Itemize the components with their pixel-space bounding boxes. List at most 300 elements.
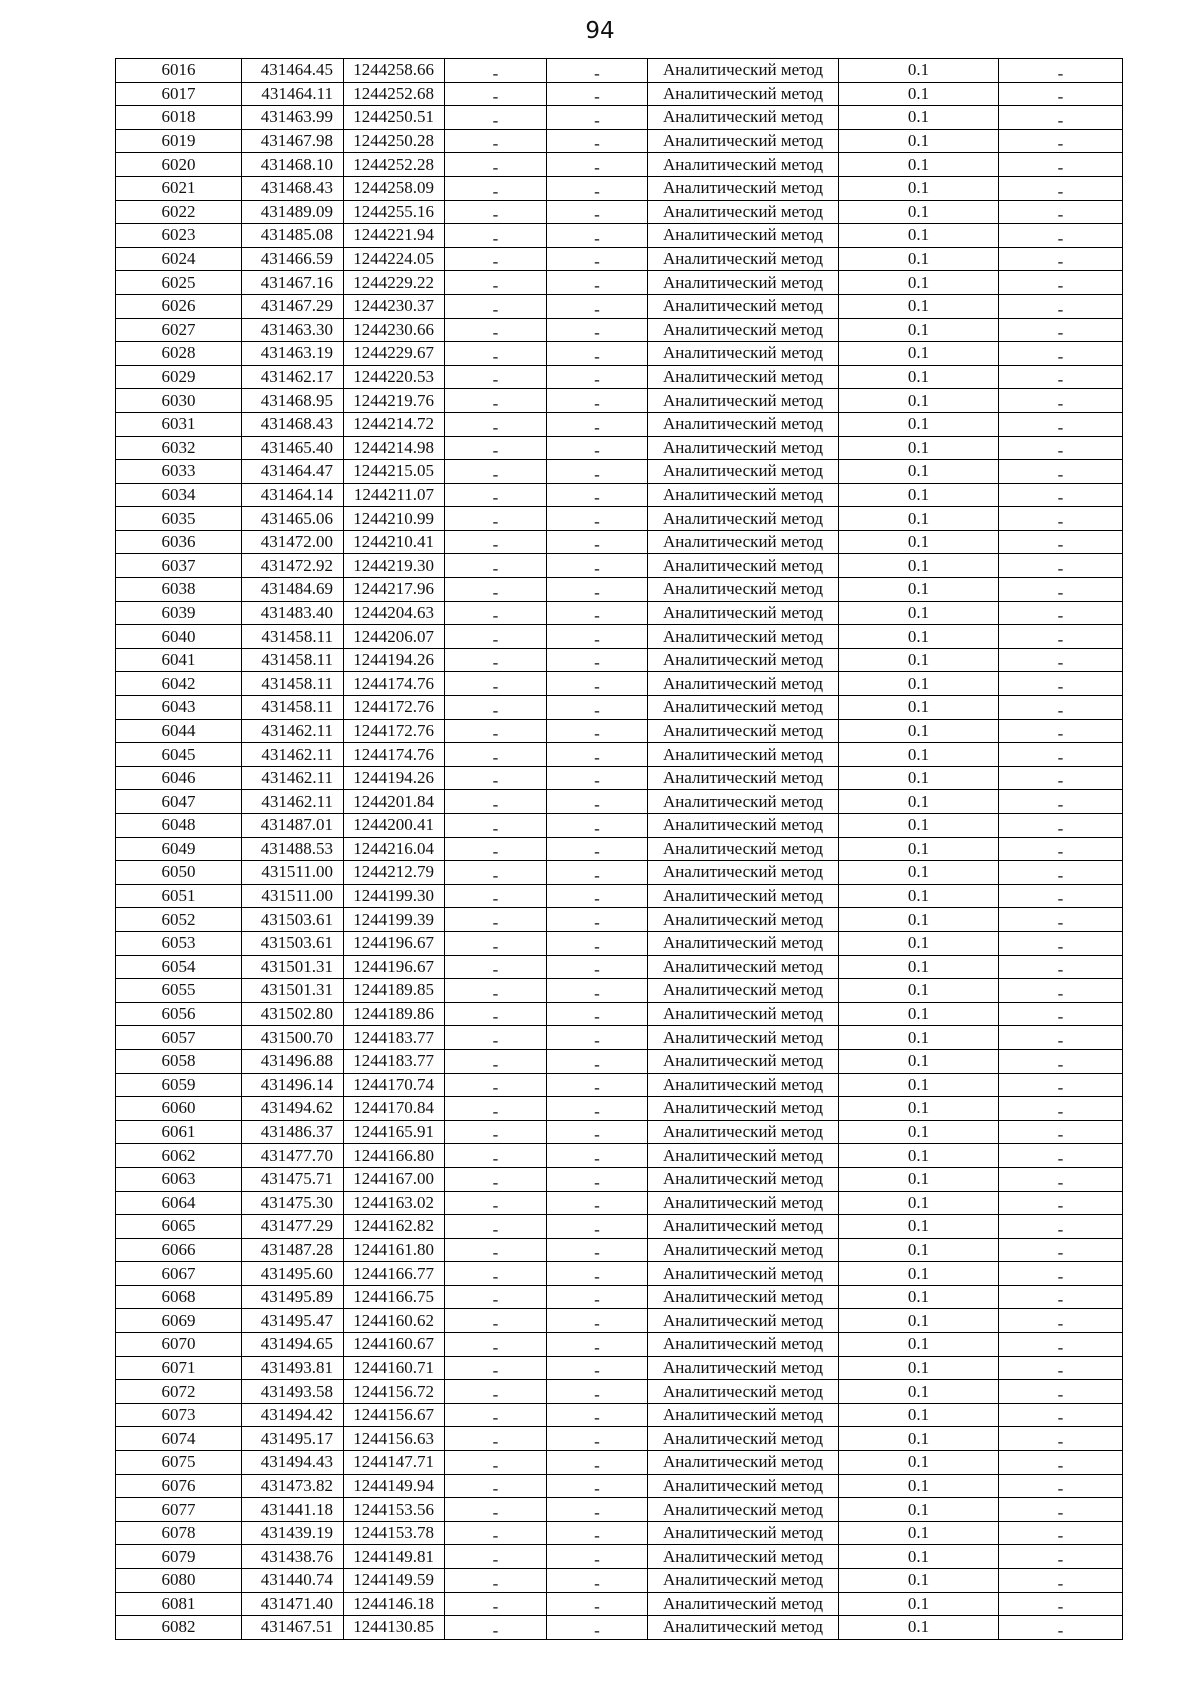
x-coordinate-cell: 431484.69 [242, 578, 344, 602]
x-coordinate-cell: 431496.14 [242, 1073, 344, 1097]
method-cell: Аналитический метод [648, 412, 839, 436]
empty-value-cell: - [547, 625, 648, 649]
table-row [116, 200, 1123, 224]
table-row [116, 743, 1123, 767]
empty-value-cell: - [547, 530, 648, 554]
accuracy-cell: 0.1 [839, 766, 999, 790]
accuracy-cell: 0.1 [839, 672, 999, 696]
x-coordinate-cell: 431493.81 [242, 1356, 344, 1380]
accuracy-cell: 0.1 [839, 1238, 999, 1262]
accuracy-cell: 0.1 [839, 1498, 999, 1522]
table-row [116, 884, 1123, 908]
y-coordinate-cell: 1244219.30 [344, 554, 445, 578]
table-row [116, 294, 1123, 318]
empty-value-cell: - [445, 955, 547, 979]
table-row [116, 837, 1123, 861]
empty-value-cell: - [999, 318, 1123, 342]
point-number-cell: 6057 [116, 1026, 242, 1050]
x-coordinate-cell: 431477.29 [242, 1215, 344, 1239]
point-number-cell: 6026 [116, 294, 242, 318]
empty-value-cell: - [445, 1616, 547, 1640]
method-cell: Аналитический метод [648, 1285, 839, 1309]
method-cell: Аналитический метод [648, 1309, 839, 1333]
x-coordinate-cell: 431493.58 [242, 1380, 344, 1404]
empty-value-cell: - [999, 530, 1123, 554]
empty-value-cell: - [547, 1309, 648, 1333]
empty-value-cell: - [547, 82, 648, 106]
accuracy-cell: 0.1 [839, 176, 999, 200]
empty-value-cell: - [547, 1120, 648, 1144]
method-cell: Аналитический метод [648, 1191, 839, 1215]
empty-value-cell: - [445, 530, 547, 554]
method-cell: Аналитический метод [648, 696, 839, 720]
empty-value-cell: - [445, 1403, 547, 1427]
empty-value-cell: - [547, 719, 648, 743]
method-cell: Аналитический метод [648, 743, 839, 767]
accuracy-cell: 0.1 [839, 1380, 999, 1404]
accuracy-cell: 0.1 [839, 412, 999, 436]
table-row [116, 271, 1123, 295]
table-row [116, 1356, 1123, 1380]
method-cell: Аналитический метод [648, 1167, 839, 1191]
accuracy-cell: 0.1 [839, 1403, 999, 1427]
empty-value-cell: - [445, 1380, 547, 1404]
empty-value-cell: - [445, 59, 547, 83]
empty-value-cell: - [547, 389, 648, 413]
accuracy-cell: 0.1 [839, 1167, 999, 1191]
method-cell: Аналитический метод [648, 436, 839, 460]
empty-value-cell: - [547, 861, 648, 885]
accuracy-cell: 0.1 [839, 1569, 999, 1593]
table-row [116, 247, 1123, 271]
point-number-cell: 6032 [116, 436, 242, 460]
empty-value-cell: - [445, 648, 547, 672]
method-cell: Аналитический метод [648, 790, 839, 814]
x-coordinate-cell: 431468.95 [242, 389, 344, 413]
coordinates-table-body [116, 59, 1123, 1640]
y-coordinate-cell: 1244166.77 [344, 1262, 445, 1286]
empty-value-cell: - [547, 365, 648, 389]
y-coordinate-cell: 1244172.76 [344, 719, 445, 743]
x-coordinate-cell: 431501.31 [242, 979, 344, 1003]
table-row [116, 1403, 1123, 1427]
y-coordinate-cell: 1244211.07 [344, 483, 445, 507]
empty-value-cell: - [999, 790, 1123, 814]
y-coordinate-cell: 1244258.09 [344, 176, 445, 200]
y-coordinate-cell: 1244221.94 [344, 224, 445, 248]
method-cell: Аналитический метод [648, 271, 839, 295]
y-coordinate-cell: 1244146.18 [344, 1592, 445, 1616]
method-cell: Аналитический метод [648, 176, 839, 200]
method-cell: Аналитический метод [648, 200, 839, 224]
accuracy-cell: 0.1 [839, 1521, 999, 1545]
empty-value-cell: - [547, 1097, 648, 1121]
y-coordinate-cell: 1244189.86 [344, 1002, 445, 1026]
method-cell: Аналитический метод [648, 814, 839, 838]
empty-value-cell: - [445, 507, 547, 531]
empty-value-cell: - [547, 224, 648, 248]
empty-value-cell: - [999, 1002, 1123, 1026]
table-row [116, 1238, 1123, 1262]
empty-value-cell: - [445, 129, 547, 153]
x-coordinate-cell: 431502.80 [242, 1002, 344, 1026]
accuracy-cell: 0.1 [839, 436, 999, 460]
y-coordinate-cell: 1244196.67 [344, 931, 445, 955]
y-coordinate-cell: 1244224.05 [344, 247, 445, 271]
table-row [116, 696, 1123, 720]
empty-value-cell: - [999, 1451, 1123, 1475]
method-cell: Аналитический метод [648, 1002, 839, 1026]
accuracy-cell: 0.1 [839, 1285, 999, 1309]
empty-value-cell: - [445, 1120, 547, 1144]
table-row [116, 955, 1123, 979]
x-coordinate-cell: 431494.43 [242, 1451, 344, 1475]
x-coordinate-cell: 431495.47 [242, 1309, 344, 1333]
empty-value-cell: - [999, 1333, 1123, 1357]
empty-value-cell: - [445, 1262, 547, 1286]
empty-value-cell: - [445, 1333, 547, 1357]
point-number-cell: 6081 [116, 1592, 242, 1616]
x-coordinate-cell: 431494.62 [242, 1097, 344, 1121]
empty-value-cell: - [445, 106, 547, 130]
empty-value-cell: - [445, 247, 547, 271]
empty-value-cell: - [999, 554, 1123, 578]
empty-value-cell: - [445, 1002, 547, 1026]
empty-value-cell: - [999, 436, 1123, 460]
empty-value-cell: - [999, 365, 1123, 389]
y-coordinate-cell: 1244196.67 [344, 955, 445, 979]
y-coordinate-cell: 1244183.77 [344, 1049, 445, 1073]
method-cell: Аналитический метод [648, 1333, 839, 1357]
empty-value-cell: - [999, 766, 1123, 790]
empty-value-cell: - [999, 507, 1123, 531]
accuracy-cell: 0.1 [839, 224, 999, 248]
empty-value-cell: - [547, 884, 648, 908]
table-row [116, 1545, 1123, 1569]
x-coordinate-cell: 431468.43 [242, 176, 344, 200]
method-cell: Аналитический метод [648, 979, 839, 1003]
empty-value-cell: - [445, 318, 547, 342]
table-row [116, 1616, 1123, 1640]
empty-value-cell: - [999, 648, 1123, 672]
y-coordinate-cell: 1244219.76 [344, 389, 445, 413]
y-coordinate-cell: 1244156.67 [344, 1403, 445, 1427]
x-coordinate-cell: 431475.71 [242, 1167, 344, 1191]
empty-value-cell: - [999, 1097, 1123, 1121]
empty-value-cell: - [999, 1144, 1123, 1168]
table-row [116, 648, 1123, 672]
empty-value-cell: - [547, 601, 648, 625]
empty-value-cell: - [547, 1191, 648, 1215]
empty-value-cell: - [547, 294, 648, 318]
table-row [116, 365, 1123, 389]
empty-value-cell: - [999, 247, 1123, 271]
empty-value-cell: - [445, 1592, 547, 1616]
point-number-cell: 6028 [116, 342, 242, 366]
page-number: 94 [585, 18, 615, 44]
y-coordinate-cell: 1244230.66 [344, 318, 445, 342]
y-coordinate-cell: 1244163.02 [344, 1191, 445, 1215]
accuracy-cell: 0.1 [839, 1262, 999, 1286]
y-coordinate-cell: 1244156.63 [344, 1427, 445, 1451]
x-coordinate-cell: 431467.51 [242, 1616, 344, 1640]
accuracy-cell: 0.1 [839, 460, 999, 484]
empty-value-cell: - [999, 955, 1123, 979]
point-number-cell: 6050 [116, 861, 242, 885]
method-cell: Аналитический метод [648, 507, 839, 531]
x-coordinate-cell: 431495.60 [242, 1262, 344, 1286]
accuracy-cell: 0.1 [839, 1309, 999, 1333]
empty-value-cell: - [999, 1167, 1123, 1191]
table-row [116, 59, 1123, 83]
x-coordinate-cell: 431441.18 [242, 1498, 344, 1522]
accuracy-cell: 0.1 [839, 1144, 999, 1168]
point-number-cell: 6073 [116, 1403, 242, 1427]
table-row [116, 153, 1123, 177]
empty-value-cell: - [547, 979, 648, 1003]
empty-value-cell: - [445, 224, 547, 248]
accuracy-cell: 0.1 [839, 1451, 999, 1475]
point-number-cell: 6037 [116, 554, 242, 578]
y-coordinate-cell: 1244250.28 [344, 129, 445, 153]
accuracy-cell: 0.1 [839, 1120, 999, 1144]
x-coordinate-cell: 431487.01 [242, 814, 344, 838]
table-row [116, 554, 1123, 578]
empty-value-cell: - [445, 1049, 547, 1073]
method-cell: Аналитический метод [648, 1026, 839, 1050]
y-coordinate-cell: 1244183.77 [344, 1026, 445, 1050]
y-coordinate-cell: 1244230.37 [344, 294, 445, 318]
point-number-cell: 6019 [116, 129, 242, 153]
empty-value-cell: - [547, 1403, 648, 1427]
method-cell: Аналитический метод [648, 1262, 839, 1286]
y-coordinate-cell: 1244153.78 [344, 1521, 445, 1545]
empty-value-cell: - [445, 1474, 547, 1498]
empty-value-cell: - [445, 1309, 547, 1333]
point-number-cell: 6066 [116, 1238, 242, 1262]
x-coordinate-cell: 431503.61 [242, 908, 344, 932]
x-coordinate-cell: 431468.43 [242, 412, 344, 436]
point-number-cell: 6041 [116, 648, 242, 672]
x-coordinate-cell: 431465.40 [242, 436, 344, 460]
empty-value-cell: - [547, 129, 648, 153]
empty-value-cell: - [445, 460, 547, 484]
method-cell: Аналитический метод [648, 1616, 839, 1640]
empty-value-cell: - [999, 1403, 1123, 1427]
method-cell: Аналитический метод [648, 129, 839, 153]
point-number-cell: 6022 [116, 200, 242, 224]
empty-value-cell: - [547, 507, 648, 531]
method-cell: Аналитический метод [648, 153, 839, 177]
table-row [116, 1569, 1123, 1593]
point-number-cell: 6080 [116, 1569, 242, 1593]
empty-value-cell: - [445, 483, 547, 507]
empty-value-cell: - [547, 1215, 648, 1239]
point-number-cell: 6025 [116, 271, 242, 295]
point-number-cell: 6020 [116, 153, 242, 177]
empty-value-cell: - [547, 59, 648, 83]
empty-value-cell: - [547, 1592, 648, 1616]
table-row [116, 814, 1123, 838]
empty-value-cell: - [445, 153, 547, 177]
empty-value-cell: - [445, 766, 547, 790]
accuracy-cell: 0.1 [839, 483, 999, 507]
empty-value-cell: - [445, 884, 547, 908]
method-cell: Аналитический метод [648, 955, 839, 979]
table-row [116, 224, 1123, 248]
empty-value-cell: - [445, 342, 547, 366]
method-cell: Аналитический метод [648, 1498, 839, 1522]
empty-value-cell: - [445, 1026, 547, 1050]
x-coordinate-cell: 431494.65 [242, 1333, 344, 1357]
accuracy-cell: 0.1 [839, 247, 999, 271]
table-row [116, 1380, 1123, 1404]
point-number-cell: 6049 [116, 837, 242, 861]
point-number-cell: 6016 [116, 59, 242, 83]
empty-value-cell: - [547, 271, 648, 295]
empty-value-cell: - [547, 1144, 648, 1168]
y-coordinate-cell: 1244149.59 [344, 1569, 445, 1593]
empty-value-cell: - [999, 106, 1123, 130]
empty-value-cell: - [445, 554, 547, 578]
empty-value-cell: - [445, 436, 547, 460]
empty-value-cell: - [999, 271, 1123, 295]
accuracy-cell: 0.1 [839, 530, 999, 554]
empty-value-cell: - [547, 460, 648, 484]
empty-value-cell: - [445, 1073, 547, 1097]
empty-value-cell: - [547, 1285, 648, 1309]
accuracy-cell: 0.1 [839, 625, 999, 649]
y-coordinate-cell: 1244210.99 [344, 507, 445, 531]
x-coordinate-cell: 431500.70 [242, 1026, 344, 1050]
y-coordinate-cell: 1244217.96 [344, 578, 445, 602]
empty-value-cell: - [999, 743, 1123, 767]
y-coordinate-cell: 1244149.94 [344, 1474, 445, 1498]
empty-value-cell: - [445, 696, 547, 720]
x-coordinate-cell: 431440.74 [242, 1569, 344, 1593]
empty-value-cell: - [445, 601, 547, 625]
method-cell: Аналитический метод [648, 224, 839, 248]
table-row [116, 176, 1123, 200]
empty-value-cell: - [547, 790, 648, 814]
accuracy-cell: 0.1 [839, 884, 999, 908]
x-coordinate-cell: 431464.45 [242, 59, 344, 83]
table-row [116, 790, 1123, 814]
empty-value-cell: - [445, 979, 547, 1003]
method-cell: Аналитический метод [648, 106, 839, 130]
accuracy-cell: 0.1 [839, 719, 999, 743]
empty-value-cell: - [547, 436, 648, 460]
accuracy-cell: 0.1 [839, 59, 999, 83]
y-coordinate-cell: 1244204.63 [344, 601, 445, 625]
accuracy-cell: 0.1 [839, 200, 999, 224]
table-row [116, 436, 1123, 460]
empty-value-cell: - [999, 884, 1123, 908]
empty-value-cell: - [999, 1073, 1123, 1097]
accuracy-cell: 0.1 [839, 578, 999, 602]
point-number-cell: 6063 [116, 1167, 242, 1191]
y-coordinate-cell: 1244216.04 [344, 837, 445, 861]
y-coordinate-cell: 1244258.66 [344, 59, 445, 83]
table-row [116, 1049, 1123, 1073]
empty-value-cell: - [999, 483, 1123, 507]
empty-value-cell: - [445, 1144, 547, 1168]
point-number-cell: 6069 [116, 1309, 242, 1333]
empty-value-cell: - [999, 1285, 1123, 1309]
x-coordinate-cell: 431488.53 [242, 837, 344, 861]
y-coordinate-cell: 1244194.26 [344, 648, 445, 672]
empty-value-cell: - [999, 1215, 1123, 1239]
method-cell: Аналитический метод [648, 1427, 839, 1451]
accuracy-cell: 0.1 [839, 82, 999, 106]
point-number-cell: 6059 [116, 1073, 242, 1097]
empty-value-cell: - [445, 389, 547, 413]
empty-value-cell: - [445, 931, 547, 955]
method-cell: Аналитический метод [648, 1592, 839, 1616]
point-number-cell: 6046 [116, 766, 242, 790]
table-row [116, 1073, 1123, 1097]
empty-value-cell: - [547, 1545, 648, 1569]
accuracy-cell: 0.1 [839, 389, 999, 413]
empty-value-cell: - [547, 672, 648, 696]
point-number-cell: 6039 [116, 601, 242, 625]
accuracy-cell: 0.1 [839, 955, 999, 979]
empty-value-cell: - [445, 719, 547, 743]
method-cell: Аналитический метод [648, 837, 839, 861]
table-row [116, 931, 1123, 955]
empty-value-cell: - [445, 271, 547, 295]
accuracy-cell: 0.1 [839, 153, 999, 177]
x-coordinate-cell: 431477.70 [242, 1144, 344, 1168]
empty-value-cell: - [547, 412, 648, 436]
empty-value-cell: - [999, 1049, 1123, 1073]
empty-value-cell: - [547, 247, 648, 271]
method-cell: Аналитический метод [648, 601, 839, 625]
empty-value-cell: - [999, 224, 1123, 248]
accuracy-cell: 0.1 [839, 1073, 999, 1097]
empty-value-cell: - [999, 1616, 1123, 1640]
empty-value-cell: - [547, 696, 648, 720]
empty-value-cell: - [999, 1380, 1123, 1404]
point-number-cell: 6068 [116, 1285, 242, 1309]
empty-value-cell: - [547, 648, 648, 672]
y-coordinate-cell: 1244200.41 [344, 814, 445, 838]
x-coordinate-cell: 431472.00 [242, 530, 344, 554]
empty-value-cell: - [445, 1285, 547, 1309]
method-cell: Аналитический метод [648, 672, 839, 696]
table-row [116, 1498, 1123, 1522]
accuracy-cell: 0.1 [839, 1215, 999, 1239]
point-number-cell: 6079 [116, 1545, 242, 1569]
point-number-cell: 6038 [116, 578, 242, 602]
method-cell: Аналитический метод [648, 365, 839, 389]
method-cell: Аналитический метод [648, 1403, 839, 1427]
x-coordinate-cell: 431463.99 [242, 106, 344, 130]
table-row [116, 1191, 1123, 1215]
method-cell: Аналитический метод [648, 884, 839, 908]
empty-value-cell: - [445, 1498, 547, 1522]
y-coordinate-cell: 1244161.80 [344, 1238, 445, 1262]
table-row [116, 601, 1123, 625]
y-coordinate-cell: 1244170.74 [344, 1073, 445, 1097]
table-row [116, 1144, 1123, 1168]
method-cell: Аналитический метод [648, 861, 839, 885]
empty-value-cell: - [999, 389, 1123, 413]
coordinates-table [115, 58, 1123, 1640]
y-coordinate-cell: 1244160.71 [344, 1356, 445, 1380]
method-cell: Аналитический метод [648, 294, 839, 318]
x-coordinate-cell: 431501.31 [242, 955, 344, 979]
